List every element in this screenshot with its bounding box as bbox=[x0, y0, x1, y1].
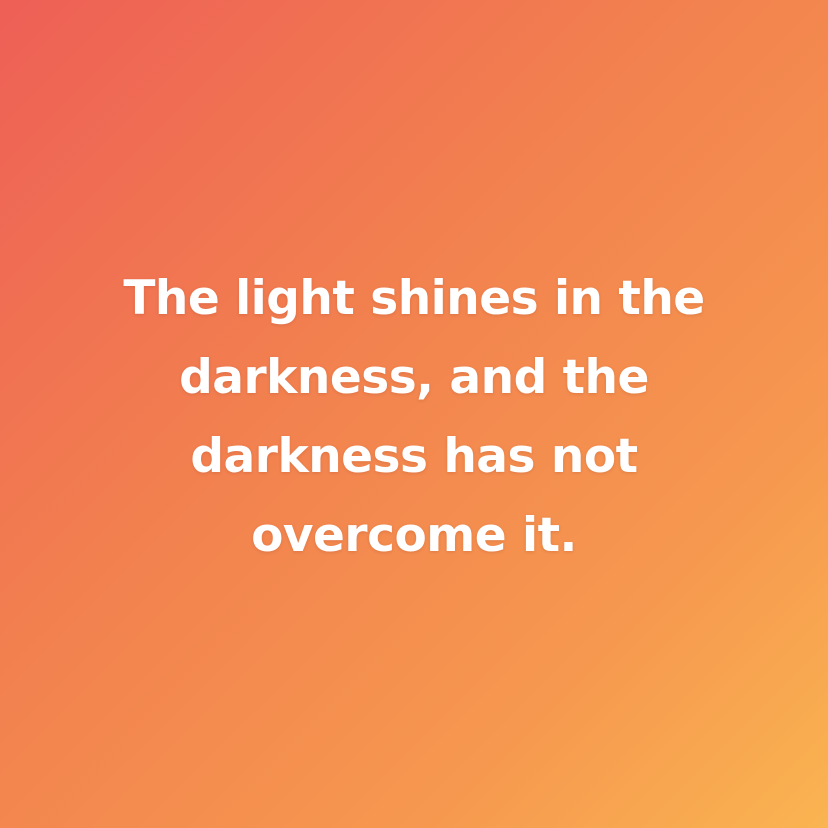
quote-line-3: darkness has not bbox=[190, 429, 638, 484]
quote-text bbox=[54, 259, 774, 575]
quote-line-4: overcome it. bbox=[251, 508, 577, 563]
quote-line-1: The light shines in the bbox=[123, 271, 705, 326]
quote-line-2: darkness, and the bbox=[179, 350, 649, 405]
